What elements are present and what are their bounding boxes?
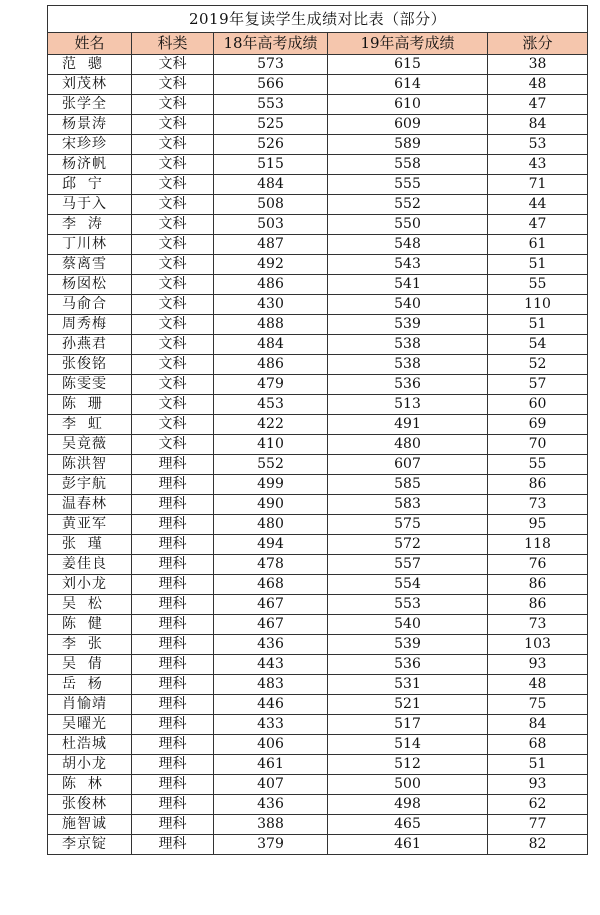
score-2018: 486 — [214, 355, 328, 375]
table-row — [48, 655, 588, 675]
header-name: 姓名 — [48, 33, 132, 55]
score-2019: 558 — [328, 155, 488, 175]
subject-category: 理科 — [132, 655, 214, 675]
score-2018: 483 — [214, 675, 328, 695]
table-row — [48, 535, 588, 555]
score-2018: 486 — [214, 275, 328, 295]
student-name: 李 虹 — [48, 415, 132, 435]
table-row — [48, 435, 588, 455]
score-2019: 536 — [328, 655, 488, 675]
score-2019: 554 — [328, 575, 488, 595]
score-2019: 553 — [328, 595, 488, 615]
table-row — [48, 115, 588, 135]
score-2019: 539 — [328, 635, 488, 655]
score-comparison-sheet — [47, 5, 587, 855]
score-increase: 84 — [488, 115, 588, 135]
score-increase: 55 — [488, 455, 588, 475]
score-2019: 538 — [328, 355, 488, 375]
table-row — [48, 195, 588, 215]
score-increase: 75 — [488, 695, 588, 715]
table-row — [48, 295, 588, 315]
subject-category: 文科 — [132, 235, 214, 255]
student-name: 张俊林 — [48, 795, 132, 815]
score-2018: 508 — [214, 195, 328, 215]
table-row — [48, 775, 588, 795]
subject-category: 理科 — [132, 615, 214, 635]
table-row — [48, 715, 588, 735]
student-name: 周秀梅 — [48, 315, 132, 335]
score-2018: 430 — [214, 295, 328, 315]
student-name: 岳 杨 — [48, 675, 132, 695]
score-2019: 498 — [328, 795, 488, 815]
table-row — [48, 795, 588, 815]
student-name: 彭宇航 — [48, 475, 132, 495]
score-2018: 573 — [214, 55, 328, 75]
subject-category: 文科 — [132, 295, 214, 315]
score-2019: 521 — [328, 695, 488, 715]
subject-category: 理科 — [132, 795, 214, 815]
student-name: 蔡离雪 — [48, 255, 132, 275]
score-2019: 614 — [328, 75, 488, 95]
header-2019-score: 19年高考成绩 — [328, 33, 488, 55]
student-name: 马俞合 — [48, 295, 132, 315]
score-2018: 525 — [214, 115, 328, 135]
score-increase: 73 — [488, 615, 588, 635]
student-name: 姜佳良 — [48, 555, 132, 575]
subject-category: 理科 — [132, 455, 214, 475]
score-2019: 557 — [328, 555, 488, 575]
table-row — [48, 75, 588, 95]
table-row — [48, 175, 588, 195]
subject-category: 文科 — [132, 375, 214, 395]
score-2019: 540 — [328, 615, 488, 635]
table-row — [48, 235, 588, 255]
student-name: 李 张 — [48, 635, 132, 655]
subject-category: 理科 — [132, 535, 214, 555]
score-2018: 499 — [214, 475, 328, 495]
score-increase: 93 — [488, 775, 588, 795]
subject-category: 理科 — [132, 555, 214, 575]
student-name: 吴 松 — [48, 595, 132, 615]
student-name: 陈雯雯 — [48, 375, 132, 395]
score-increase: 53 — [488, 135, 588, 155]
score-2019: 607 — [328, 455, 488, 475]
score-2019: 575 — [328, 515, 488, 535]
subject-category: 文科 — [132, 135, 214, 155]
table-row — [48, 735, 588, 755]
score-2018: 480 — [214, 515, 328, 535]
table-row — [48, 815, 588, 835]
score-2019: 543 — [328, 255, 488, 275]
score-2019: 610 — [328, 95, 488, 115]
subject-category: 文科 — [132, 55, 214, 75]
subject-category: 文科 — [132, 395, 214, 415]
score-increase: 86 — [488, 575, 588, 595]
subject-category: 理科 — [132, 575, 214, 595]
table-row — [48, 375, 588, 395]
score-2019: 491 — [328, 415, 488, 435]
table-row — [48, 335, 588, 355]
score-increase: 48 — [488, 675, 588, 695]
score-2018: 407 — [214, 775, 328, 795]
score-increase: 44 — [488, 195, 588, 215]
score-increase: 51 — [488, 755, 588, 775]
header-2018-score: 18年高考成绩 — [214, 33, 328, 55]
student-name: 胡小龙 — [48, 755, 132, 775]
score-2018: 503 — [214, 215, 328, 235]
subject-category: 文科 — [132, 255, 214, 275]
table-row — [48, 395, 588, 415]
table-body — [48, 55, 588, 855]
subject-category: 文科 — [132, 335, 214, 355]
score-increase: 103 — [488, 635, 588, 655]
table-row — [48, 835, 588, 855]
subject-category: 文科 — [132, 415, 214, 435]
student-name: 杨济帆 — [48, 155, 132, 175]
student-name: 邱 宁 — [48, 175, 132, 195]
student-name: 陈洪智 — [48, 455, 132, 475]
score-2018: 526 — [214, 135, 328, 155]
student-name: 张 瑾 — [48, 535, 132, 555]
header-category: 科类 — [132, 33, 214, 55]
score-2018: 453 — [214, 395, 328, 415]
student-name: 吴竟薇 — [48, 435, 132, 455]
score-increase: 73 — [488, 495, 588, 515]
subject-category: 文科 — [132, 155, 214, 175]
score-2018: 566 — [214, 75, 328, 95]
subject-category: 文科 — [132, 275, 214, 295]
score-2019: 514 — [328, 735, 488, 755]
score-2019: 539 — [328, 315, 488, 335]
student-name: 孙燕君 — [48, 335, 132, 355]
score-increase: 60 — [488, 395, 588, 415]
score-2019: 548 — [328, 235, 488, 255]
score-2018: 484 — [214, 175, 328, 195]
subject-category: 文科 — [132, 95, 214, 115]
score-2019: 609 — [328, 115, 488, 135]
score-2018: 406 — [214, 735, 328, 755]
score-2018: 490 — [214, 495, 328, 515]
student-name: 肖愉靖 — [48, 695, 132, 715]
table-row — [48, 55, 588, 75]
score-2019: 480 — [328, 435, 488, 455]
score-2019: 555 — [328, 175, 488, 195]
score-increase: 71 — [488, 175, 588, 195]
student-name: 陈 珊 — [48, 395, 132, 415]
score-2019: 461 — [328, 835, 488, 855]
student-name: 陈 林 — [48, 775, 132, 795]
student-name: 张学全 — [48, 95, 132, 115]
score-increase: 77 — [488, 815, 588, 835]
score-2018: 552 — [214, 455, 328, 475]
score-2018: 515 — [214, 155, 328, 175]
table-row — [48, 135, 588, 155]
score-2018: 467 — [214, 595, 328, 615]
score-2019: 589 — [328, 135, 488, 155]
subject-category: 文科 — [132, 175, 214, 195]
table-row — [48, 415, 588, 435]
table-row — [48, 275, 588, 295]
subject-category: 理科 — [132, 515, 214, 535]
score-2018: 422 — [214, 415, 328, 435]
table-row — [48, 155, 588, 175]
score-2018: 484 — [214, 335, 328, 355]
table-row — [48, 515, 588, 535]
score-increase: 110 — [488, 295, 588, 315]
table-row — [48, 695, 588, 715]
score-increase: 118 — [488, 535, 588, 555]
table-row — [48, 575, 588, 595]
score-increase: 82 — [488, 835, 588, 855]
score-2019: 536 — [328, 375, 488, 395]
score-increase: 68 — [488, 735, 588, 755]
subject-category: 理科 — [132, 675, 214, 695]
subject-category: 理科 — [132, 475, 214, 495]
score-2018: 479 — [214, 375, 328, 395]
table-row — [48, 495, 588, 515]
subject-category: 理科 — [132, 495, 214, 515]
subject-category: 理科 — [132, 835, 214, 855]
score-2019: 550 — [328, 215, 488, 235]
student-name: 杨景涛 — [48, 115, 132, 135]
score-increase: 54 — [488, 335, 588, 355]
subject-category: 文科 — [132, 355, 214, 375]
score-increase: 51 — [488, 315, 588, 335]
header-increase: 涨分 — [488, 33, 588, 55]
score-2019: 531 — [328, 675, 488, 695]
student-name: 陈 健 — [48, 615, 132, 635]
student-name: 杨囡松 — [48, 275, 132, 295]
score-increase: 43 — [488, 155, 588, 175]
score-increase: 47 — [488, 95, 588, 115]
score-2019: 513 — [328, 395, 488, 415]
table-row — [48, 215, 588, 235]
score-2018: 478 — [214, 555, 328, 575]
score-2018: 388 — [214, 815, 328, 835]
subject-category: 理科 — [132, 735, 214, 755]
score-increase: 61 — [488, 235, 588, 255]
subject-category: 理科 — [132, 755, 214, 775]
score-2018: 436 — [214, 635, 328, 655]
score-2018: 488 — [214, 315, 328, 335]
score-increase: 86 — [488, 595, 588, 615]
score-2019: 517 — [328, 715, 488, 735]
table-row — [48, 255, 588, 275]
subject-category: 文科 — [132, 315, 214, 335]
table-title: 2019年复读学生成绩对比表（部分） — [48, 6, 588, 33]
score-2019: 552 — [328, 195, 488, 215]
score-2019: 540 — [328, 295, 488, 315]
student-name: 刘小龙 — [48, 575, 132, 595]
score-2018: 446 — [214, 695, 328, 715]
score-increase: 86 — [488, 475, 588, 495]
student-name: 张俊铭 — [48, 355, 132, 375]
score-increase: 93 — [488, 655, 588, 675]
subject-category: 文科 — [132, 115, 214, 135]
score-increase: 62 — [488, 795, 588, 815]
student-name: 丁川林 — [48, 235, 132, 255]
score-2018: 436 — [214, 795, 328, 815]
subject-category: 文科 — [132, 435, 214, 455]
score-2018: 461 — [214, 755, 328, 775]
score-2019: 465 — [328, 815, 488, 835]
score-increase: 70 — [488, 435, 588, 455]
student-name: 杜浩城 — [48, 735, 132, 755]
student-name: 宋珍珍 — [48, 135, 132, 155]
table-row — [48, 675, 588, 695]
table-row — [48, 635, 588, 655]
score-increase: 52 — [488, 355, 588, 375]
score-2019: 538 — [328, 335, 488, 355]
subject-category: 理科 — [132, 635, 214, 655]
student-name: 黄亚军 — [48, 515, 132, 535]
score-increase: 47 — [488, 215, 588, 235]
table-row — [48, 755, 588, 775]
score-2018: 468 — [214, 575, 328, 595]
student-name: 李 涛 — [48, 215, 132, 235]
subject-category: 理科 — [132, 815, 214, 835]
subject-category: 理科 — [132, 715, 214, 735]
table-row — [48, 595, 588, 615]
table-row — [48, 315, 588, 335]
table-row — [48, 95, 588, 115]
score-2018: 379 — [214, 835, 328, 855]
score-2019: 572 — [328, 535, 488, 555]
subject-category: 理科 — [132, 595, 214, 615]
score-increase: 51 — [488, 255, 588, 275]
score-2019: 500 — [328, 775, 488, 795]
student-name: 刘茂林 — [48, 75, 132, 95]
student-name: 吴曜光 — [48, 715, 132, 735]
table-row — [48, 615, 588, 635]
score-2019: 585 — [328, 475, 488, 495]
score-2018: 494 — [214, 535, 328, 555]
score-increase: 69 — [488, 415, 588, 435]
subject-category: 文科 — [132, 195, 214, 215]
student-name: 温春林 — [48, 495, 132, 515]
score-2018: 443 — [214, 655, 328, 675]
subject-category: 理科 — [132, 695, 214, 715]
score-increase: 57 — [488, 375, 588, 395]
header-row — [48, 33, 588, 55]
student-name: 李京锭 — [48, 835, 132, 855]
table-row — [48, 475, 588, 495]
score-2018: 553 — [214, 95, 328, 115]
score-2018: 433 — [214, 715, 328, 735]
score-2018: 492 — [214, 255, 328, 275]
student-name: 吴 倩 — [48, 655, 132, 675]
score-table — [47, 5, 588, 855]
table-row — [48, 355, 588, 375]
score-increase: 95 — [488, 515, 588, 535]
table-row — [48, 455, 588, 475]
student-name: 施智诚 — [48, 815, 132, 835]
score-2019: 583 — [328, 495, 488, 515]
score-increase: 76 — [488, 555, 588, 575]
table-row — [48, 555, 588, 575]
score-2018: 410 — [214, 435, 328, 455]
student-name: 范 骢 — [48, 55, 132, 75]
student-name: 马于入 — [48, 195, 132, 215]
score-2019: 615 — [328, 55, 488, 75]
score-increase: 84 — [488, 715, 588, 735]
subject-category: 文科 — [132, 215, 214, 235]
subject-category: 文科 — [132, 75, 214, 95]
score-increase: 48 — [488, 75, 588, 95]
score-2019: 541 — [328, 275, 488, 295]
score-increase: 38 — [488, 55, 588, 75]
score-2018: 467 — [214, 615, 328, 635]
subject-category: 理科 — [132, 775, 214, 795]
score-2019: 512 — [328, 755, 488, 775]
score-2018: 487 — [214, 235, 328, 255]
score-increase: 55 — [488, 275, 588, 295]
